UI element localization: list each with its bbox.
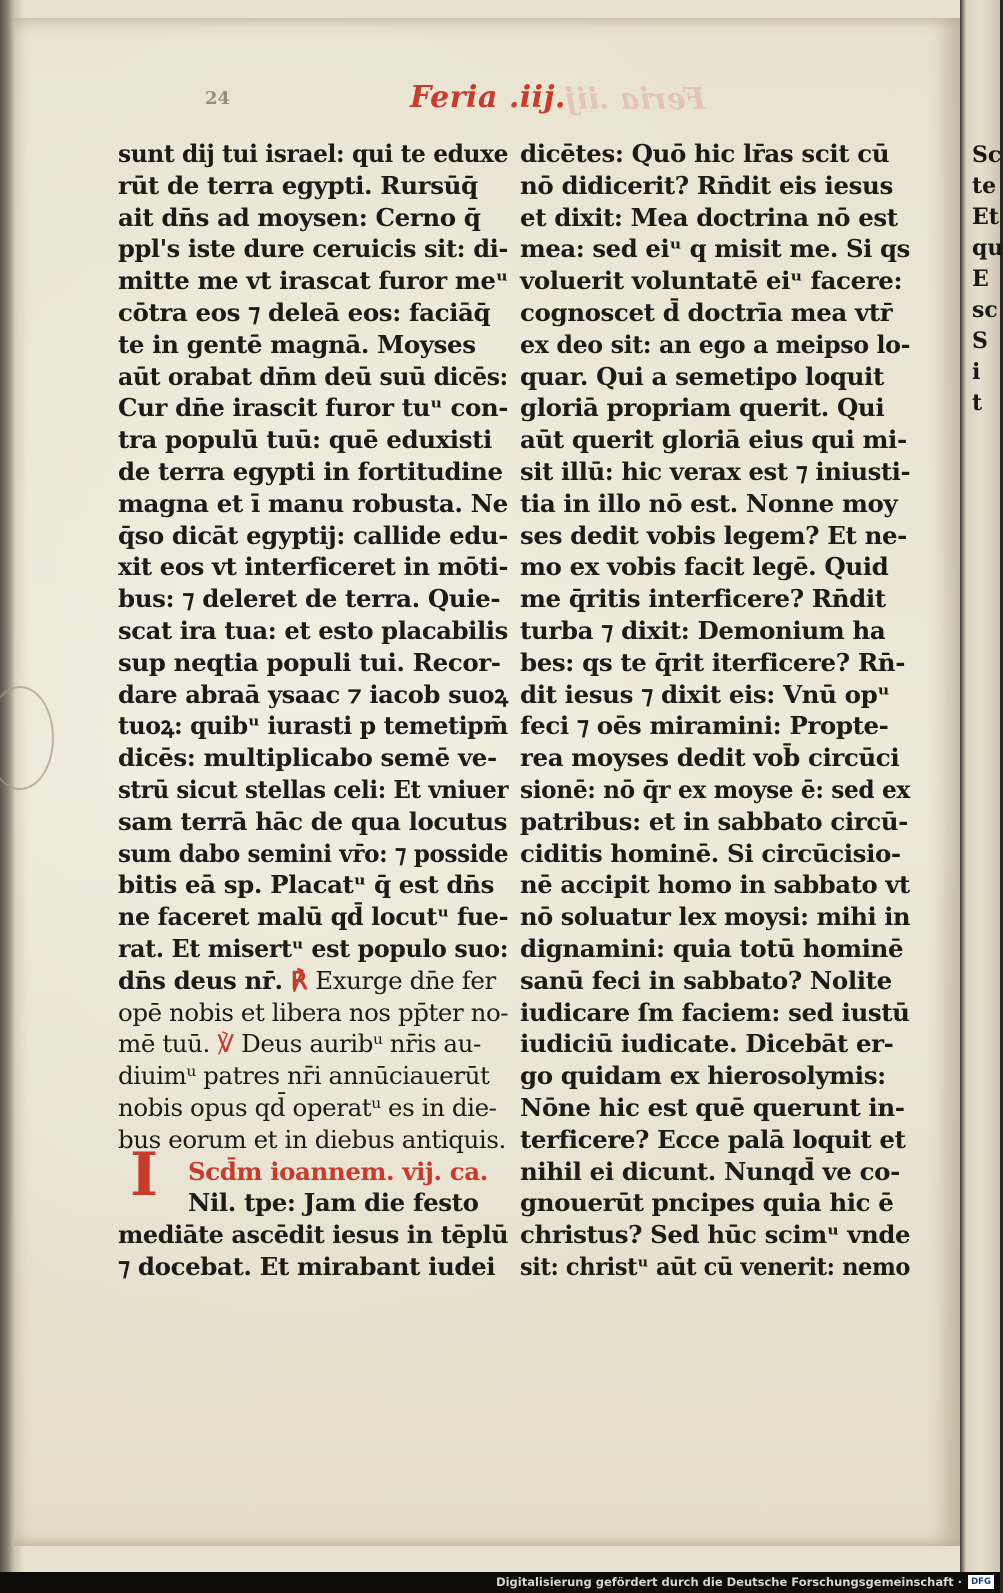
- text-line: mitte me vt irascat furor meᵘ: [118, 266, 508, 296]
- text-line: scat ira tua: et esto placabilis: [118, 615, 508, 645]
- text-line: sum dabo semini vr̄o: ⁊ posside: [118, 838, 509, 868]
- text-line: ⁊ docebat. Et mirabant iudei: [118, 1251, 496, 1281]
- text-line: gnouerūt pncipes quia hic ē: [520, 1188, 894, 1218]
- text-line: Cur dn̄e irascit furor tuᵘ con-: [118, 393, 509, 423]
- text-line: de terra egypti in fortitudine: [118, 456, 503, 486]
- text-line: tra populū tuū: quē eduxisti: [118, 425, 492, 455]
- text-line: bus: ⁊ deleret de terra. Quie-: [118, 584, 501, 614]
- text-line: turba ⁊ dixit: Demonium ha: [520, 615, 886, 645]
- text-line: mo ex vobis facit legē. Quid: [520, 552, 889, 582]
- dfg-logo: DFG: [968, 1575, 994, 1589]
- text-line: te in gentē magnā. Moyses: [118, 329, 476, 359]
- text-line: nihil ei dicunt. Nunqd̄ ve co-: [520, 1156, 900, 1186]
- text-line: xit eos vt interficeret in mōti-: [118, 552, 509, 582]
- text-line: ex deo sit: an ego a meipso lo-: [520, 329, 911, 359]
- text-line: patribus: et in sabbato circū-: [520, 806, 908, 836]
- line-segment: dn̄s deus nr̄.: [118, 965, 283, 995]
- text-line: q̄so dicāt egyptij: callide edu-: [118, 520, 508, 550]
- running-head: Feria .iij.: [410, 80, 566, 115]
- folio-number: 24: [205, 88, 231, 109]
- text-line: dicētes: Quō hic lr̄as scit cū: [520, 139, 890, 168]
- text-line: Nōne hic est quē querunt in-: [520, 1092, 905, 1122]
- text-line-with-rubric: [118, 1028, 508, 1060]
- text-line: rea moyses dedit vob̄ circūci: [520, 743, 900, 773]
- line-segment: mē tuū.: [118, 1029, 210, 1059]
- text-line: mediāte ascēdit iesus in tēplū: [118, 1220, 509, 1250]
- text-line: iudiciū iudicate. Dicebāt er-: [520, 1029, 894, 1059]
- text-line: opē nobis et libera nos pp̄ter no-: [118, 997, 509, 1027]
- text-line: terficere? Ecce palā loquit et: [520, 1124, 906, 1154]
- text-line: nē accipit homo in sabbato vt: [520, 870, 910, 900]
- funding-credit: Digitalisierung gefördert durch die Deutsche Forschungsgemeinschaft ·: [496, 1575, 962, 1589]
- text-line: sionē: nō q̄r ex moyse ē: sed ex: [520, 774, 910, 804]
- text-line: christus? Sed hūc scimᵘ vnde: [520, 1220, 911, 1250]
- text-line: tia in illo nō est. Nonne moy: [520, 488, 898, 518]
- text-line: magna et ī manu robusta. Ne: [118, 488, 508, 518]
- text-line: nobis opus qd̄ operatᵘ es in die-: [118, 1092, 497, 1122]
- line-segment: Exurge dn̄e fer: [315, 965, 496, 995]
- text-line: voluerit voluntatē eiᵘ facere:: [520, 266, 903, 296]
- right-column: [520, 138, 910, 1283]
- text-line: quar. Qui a semetipo loquit: [520, 361, 884, 391]
- text-line: sam terrā hāc de qua locutus: [118, 806, 508, 836]
- text-line: sanū feci in sabbato? Nolite: [520, 965, 892, 995]
- text-line: Nil. tpe: Jam die festo: [188, 1188, 479, 1218]
- text-line: sit illū: hic verax est ⁊ iniusti-: [520, 456, 911, 486]
- text-line: cōtra eos ⁊ deleā eos: faciāq̄: [118, 297, 491, 327]
- text-line: dit iesus ⁊ dixit eis: Vnū opᵘ: [520, 679, 890, 709]
- text-line: gloriā propriam querit. Qui: [520, 393, 885, 423]
- text-line: bes: qs te q̄rit iterficere? Rn̄-: [520, 647, 905, 677]
- text-line: aūt orabat dn̄m deū suū dicēs:: [118, 361, 508, 391]
- text-line: rat. Et misertᵘ est populo suo:: [118, 933, 509, 963]
- next-leaf-text: Sc te Et qu E sc S i t: [972, 142, 1003, 416]
- text-line: go quidam ex hierosolymis:: [520, 1061, 886, 1091]
- gospel-heading: Scd̄m ioannem. vij. ca.: [188, 1156, 488, 1186]
- text-line: sup neqtia populi tui. Recor-: [118, 647, 501, 677]
- text-line-with-rubric: [118, 965, 508, 997]
- text-line: dignamini: quia totū hominē: [520, 933, 904, 963]
- text-line: ppl's iste dure ceruicis sit: di-: [118, 234, 509, 264]
- text-line: ne faceret malū qd̄ locutᵘ fue-: [118, 902, 509, 932]
- text-line: sit: christᵘ aūt cū venerit: nemo: [520, 1251, 911, 1281]
- verse-mark: ℣: [217, 1029, 234, 1059]
- text-line: diuimᵘ patres nr̄i annūciauerūt: [118, 1061, 490, 1091]
- text-line: sunt dij tui israel: qui te eduxe: [118, 139, 509, 168]
- text-line: bitis eā sp. Placatᵘ q̄ est dn̄s: [118, 870, 494, 900]
- response-mark: ℟: [290, 965, 308, 995]
- text-line: nō soluatur lex moysi: mihi in: [520, 902, 911, 932]
- text-line: strū sicut stellas celi: Et vniuer: [118, 774, 509, 804]
- clasp-ring: [0, 686, 54, 790]
- text-line: cognoscet d̄ doctrīa mea vtr̄: [520, 297, 893, 327]
- text-line: dicēs: multiplicabo semē ve-: [118, 743, 497, 773]
- bleed-through-head: Feria .iij.: [555, 82, 706, 117]
- text-line: ses dedit vobis legem? Et ne-: [520, 520, 907, 550]
- text-line: nō didicerit? Rn̄dit eis iesus: [520, 170, 893, 200]
- text-line: feci ⁊ oēs miramini: Propte-: [520, 711, 889, 741]
- left-column: [118, 138, 508, 1283]
- text-line: iudicare ſm faciem: sed iustū: [520, 997, 910, 1027]
- text-line: ciditis hominē. Si circūcisio-: [520, 838, 901, 868]
- text-line: tuoꝝ: quibᵘ iurasti p temetipm̄: [118, 711, 508, 741]
- text-line: dare abraā ysaac ⁊ iacob suoꝝ: [118, 679, 508, 709]
- rubricated-initial: I: [130, 1140, 159, 1210]
- text-line: ait dn̄s ad moysen: Cerno q̄: [118, 202, 481, 232]
- line-segment: Deus auribᵘ nr̄is au-: [241, 1029, 481, 1059]
- footer-bar: [0, 1572, 1000, 1593]
- text-line: bus eorum et in diebus antiquis.: [118, 1124, 506, 1154]
- text-line: aūt querit gloriā eius qui mi-: [520, 425, 907, 455]
- text-line: rūt de terra egypti. Rursūq̄: [118, 170, 478, 200]
- text-line: me q̄ritis interficere? Rn̄dit: [520, 584, 886, 614]
- text-line: mea: sed eiᵘ q misit me. Si qs: [520, 234, 910, 264]
- text-line: et dixit: Mea doctrina nō est: [520, 202, 898, 232]
